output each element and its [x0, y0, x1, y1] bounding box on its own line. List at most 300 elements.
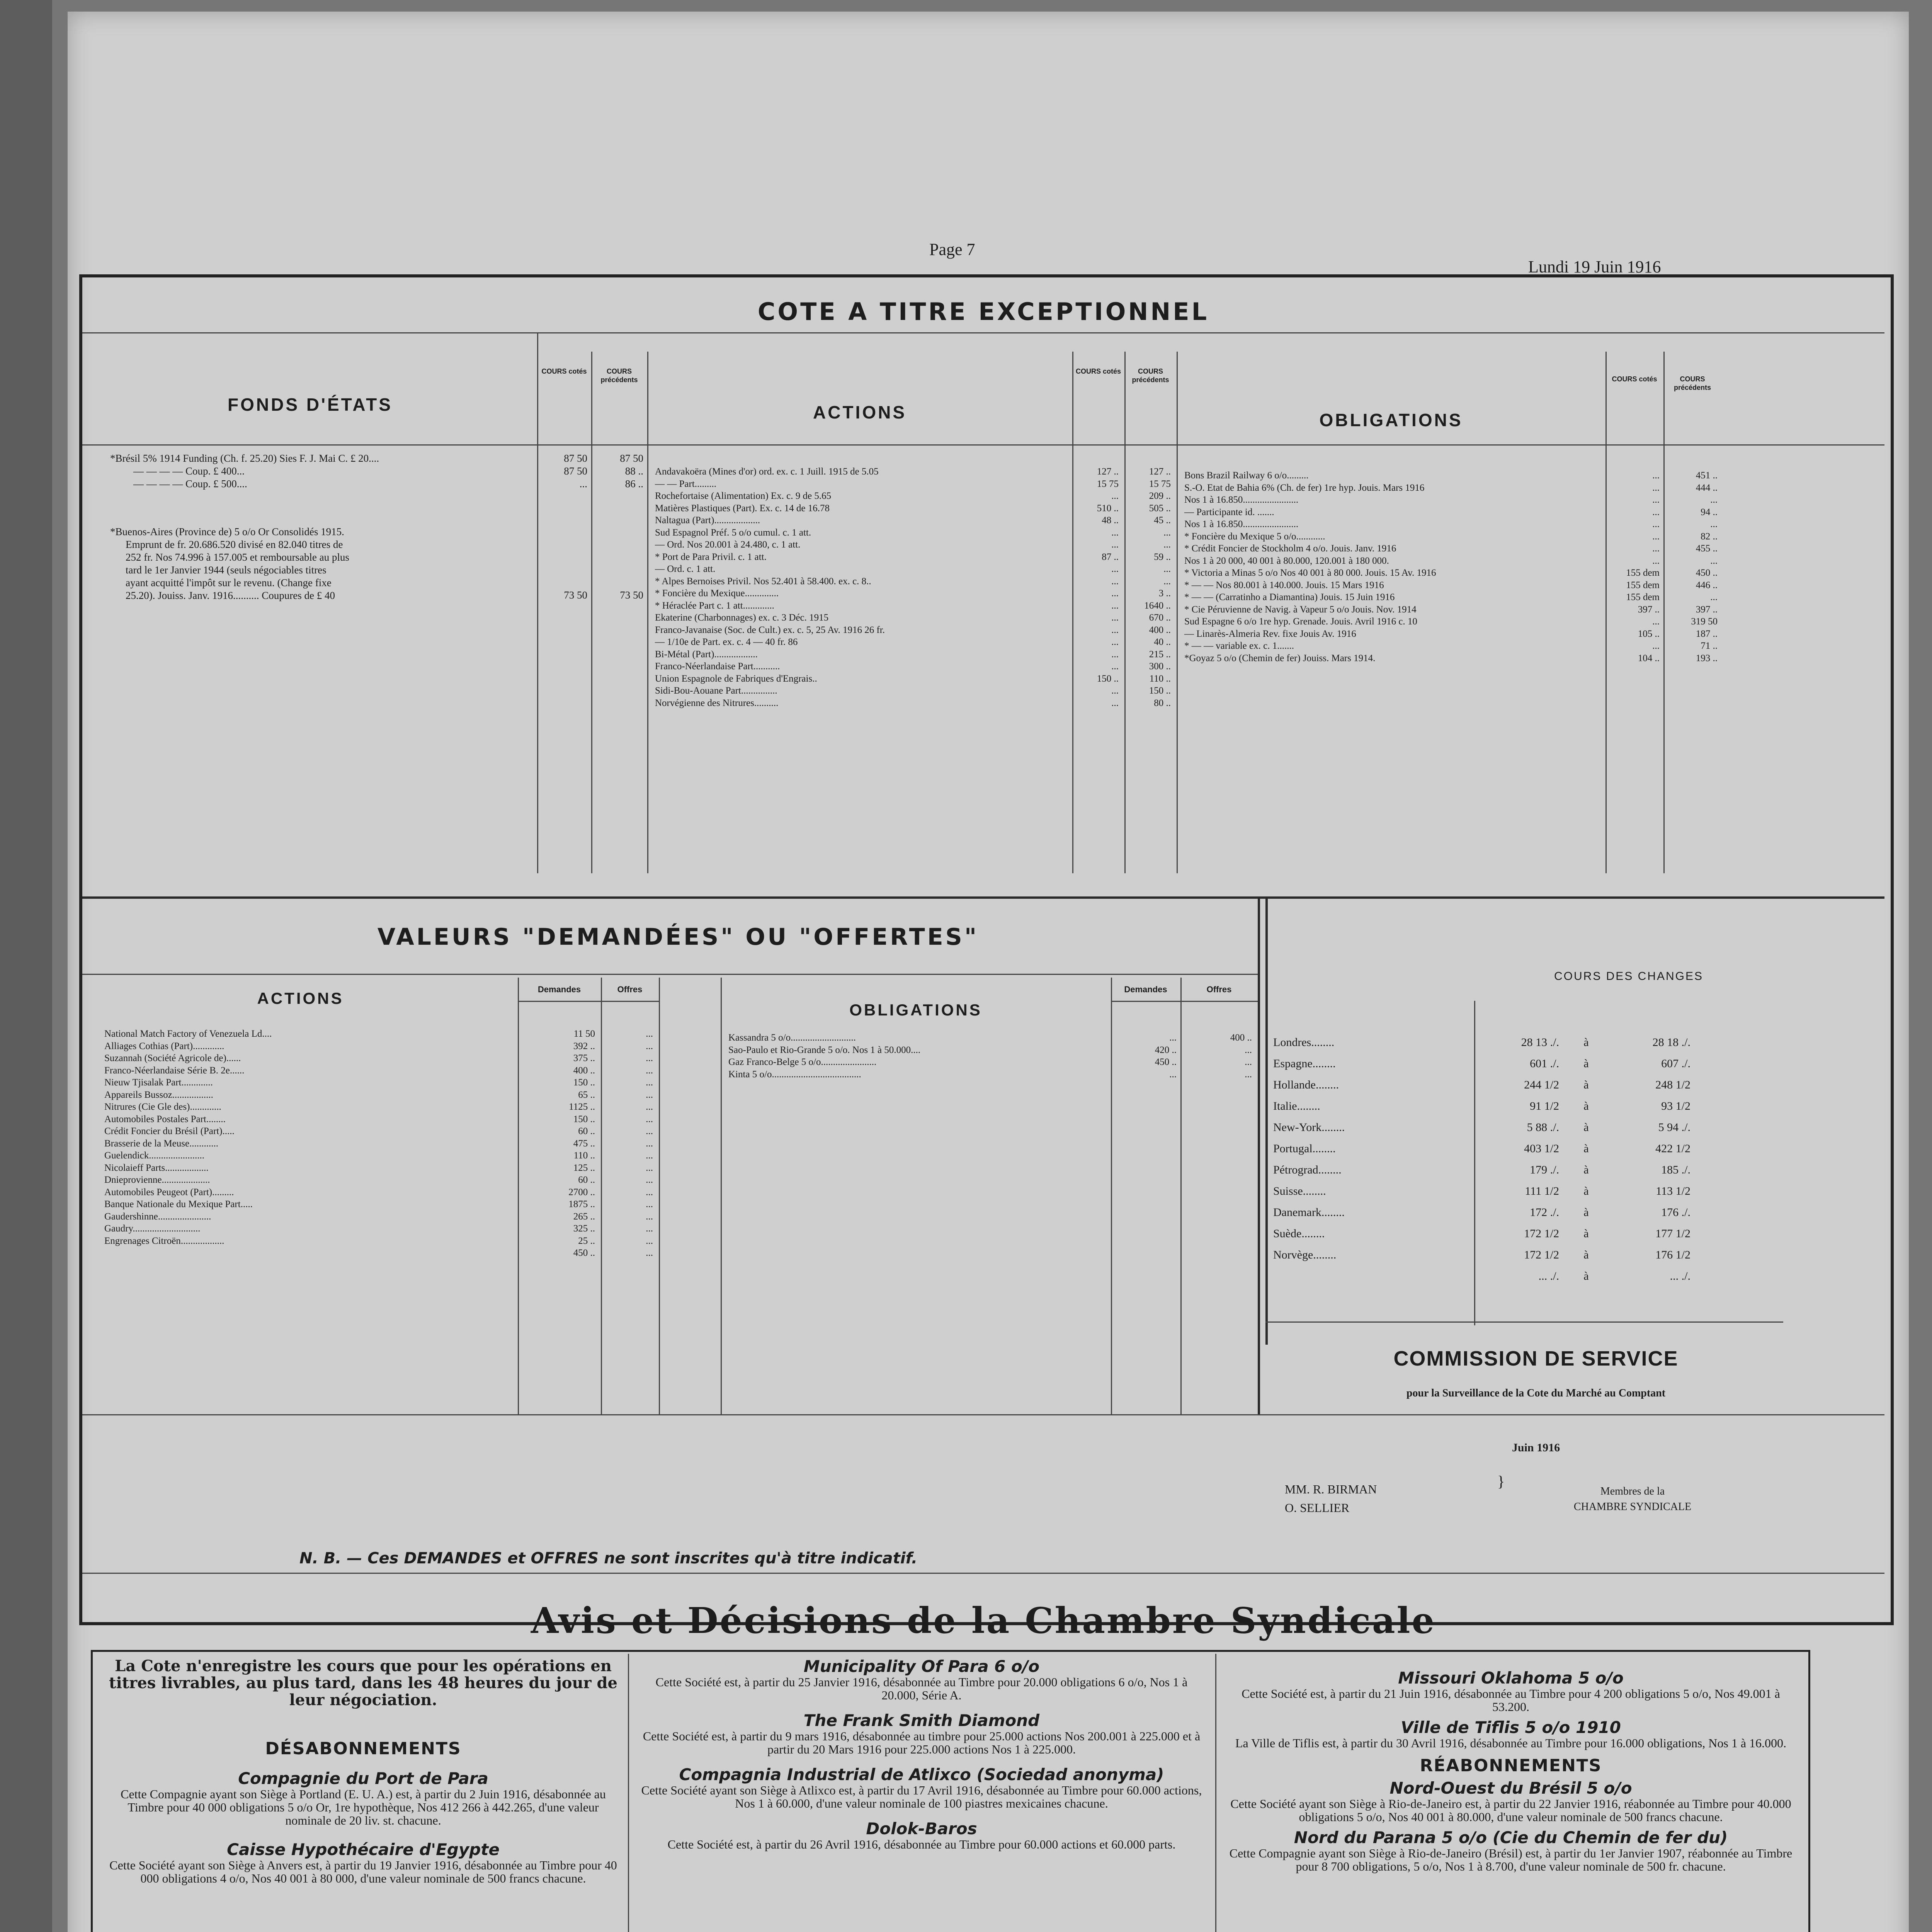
cell: 400 ..: [1149, 624, 1171, 635]
valeurs-obligations-offres: [1184, 1032, 1252, 1080]
cell: ...: [646, 1065, 653, 1076]
cell: 505 ..: [1149, 503, 1171, 514]
action-row: Bi-Métal (Part)..................: [655, 649, 758, 660]
cell: ...: [1652, 507, 1660, 517]
actions-prec: [1126, 466, 1171, 709]
obligation-row: * Victoria a Minas 5 o/o Nos 40 001 à 80 000. Jouis. 15 Av. 1916: [1184, 568, 1436, 578]
cell: 127 ..: [1097, 466, 1119, 477]
cell: ...: [646, 1199, 653, 1209]
cell: 71 ..: [1701, 641, 1718, 651]
cell: ...: [646, 1248, 653, 1258]
change-place: New-York........: [1273, 1121, 1345, 1134]
change-rate-to: 93 1/2: [1661, 1100, 1690, 1112]
change-row: [1273, 1117, 1776, 1138]
cell: 209 ..: [1149, 491, 1171, 501]
change-rate-to: 185 ./.: [1661, 1163, 1690, 1176]
cell: ...: [1710, 555, 1718, 566]
commission-subtitle: pour la Surveillance de la Cote du Marché au Comptant: [1406, 1387, 1666, 1399]
fonds-row: — — — — Coup. £ 500....: [133, 478, 247, 490]
cell: 155 dem: [1626, 568, 1660, 578]
valeurs-note: N. B. — Ces DEMANDES et OFFRES ne sont inscrites qu'à titre indicatif.: [299, 1549, 918, 1567]
desabonnements-title: DÉSABONNEMENTS: [265, 1739, 461, 1759]
change-rate-from: 91 1/2: [1530, 1100, 1559, 1112]
changes-table: [1273, 1032, 1776, 1287]
cell: 455 ..: [1696, 543, 1718, 554]
change-rate-from: 5 88 ./.: [1527, 1121, 1559, 1134]
obligation-row: * — — (Carratinho a Diamantina) Jouis. 15 Juin 1916: [1184, 592, 1395, 602]
col-line: [1180, 978, 1182, 1414]
fonds-row: *Brésil 5% 1914 Funding (Ch. f. 25.20) Sies F. J. Mai C. £ 20....: [110, 452, 379, 464]
action-row: Sud Espagnol Préf. 5 o/o cumul. c. 1 att.: [655, 527, 811, 538]
valeur-row: Franco-Néerlandaise Série B. 2e......: [104, 1065, 245, 1076]
cell: 420 ..: [1155, 1044, 1177, 1055]
rule: [82, 896, 1884, 899]
cell: ...: [1111, 624, 1119, 635]
valeur-row: Crédit Foncier du Brésil (Part).....: [104, 1126, 235, 1136]
change-row: [1273, 1223, 1776, 1244]
cell: ...: [1111, 612, 1119, 623]
notice-heading: Ville de Tiflis 5 o/o 1910: [1401, 1718, 1621, 1737]
cell: 670 ..: [1149, 612, 1171, 623]
valeurs-actions-list: [104, 1028, 516, 1247]
action-row: * Foncière du Mexique..............: [655, 588, 779, 599]
cell: 25 ..: [578, 1235, 595, 1246]
cell: 446 ..: [1696, 580, 1718, 590]
cell: 392 ..: [573, 1041, 595, 1051]
change-rate-from: 172 1/2: [1524, 1248, 1559, 1261]
col-line: [1111, 978, 1112, 1414]
notice-text: Cette Société ayant son Siège à Atlixco est, à partir du 17 Avril 1916, désabonnée au Timbre pour 60.000 actions, Nos 1 à 60.000, d'une valeur nominale de 100 piastres mexicaines chacune.: [641, 1783, 1202, 1810]
cell: ...: [1111, 527, 1119, 538]
cell: 105 ..: [1638, 628, 1660, 639]
cell: 15 75: [1097, 478, 1119, 489]
cell: ...: [1111, 649, 1119, 660]
action-row: Matières Plastiques (Part). Ex. c. 14 de 16.78: [655, 503, 830, 514]
cell: 400 ..: [1230, 1032, 1252, 1043]
change-rate-from: 172 1/2: [1524, 1227, 1559, 1240]
text-line: Emprunt de fr. 20.686.520 divisé en 82.040 titres de: [126, 539, 343, 550]
col-line: [1258, 896, 1260, 1414]
valeurs-actions-offres: [605, 1028, 653, 1259]
obligation-row: Nos 1 à 16.850.......................: [1184, 519, 1299, 529]
text-line: *Buenos-Aires (Province de) 5 o/o Or Consolidés 1915.: [110, 526, 344, 537]
col-demandes: Demandes: [537, 985, 581, 994]
action-row: Andavakoëra (Mines d'or) ord. ex. c. 1 Juill. 1915 de 5.05: [655, 466, 879, 477]
obligation-row: — Participante id. .......: [1184, 507, 1274, 517]
notice-text: Cette Société est, à partir du 21 Juin 1916, désabonnée au Timbre pour 4 200 obligations 5 o/o, Nos 49.001 à 53.200.: [1242, 1687, 1780, 1714]
cell: 450 ..: [1696, 568, 1718, 578]
valeur-row: Gaudershinne......................: [104, 1211, 211, 1222]
action-row: * Port de Para Privil. c. 1 att.: [655, 551, 767, 562]
cell: 451 ..: [1696, 470, 1718, 481]
cell: 87 50: [564, 452, 587, 464]
change-rate-from: 28 13 ./.: [1521, 1036, 1559, 1049]
change-rate-to: 176 ./.: [1661, 1206, 1690, 1219]
notice-heading: Caisse Hypothécaire d'Egypte: [227, 1840, 500, 1859]
cell: 444 ..: [1696, 482, 1718, 493]
change-row: [1273, 1202, 1776, 1223]
cell: 300 ..: [1149, 661, 1171, 672]
cell: ...: [1111, 685, 1119, 696]
col-offres: Offres: [1206, 985, 1232, 994]
action-row: Union Espagnole de Fabriques d'Engrais..: [655, 673, 817, 684]
col-line: [659, 978, 660, 1414]
change-rate-from: 172 ./.: [1530, 1206, 1559, 1219]
cell: 215 ..: [1149, 649, 1171, 660]
obligations-list: [1184, 469, 1604, 664]
cell: ...: [1710, 592, 1718, 602]
cell: 450 ..: [1155, 1057, 1177, 1067]
action-row: Franco-Javanaise (Soc. de Cult.) ex. c. 5, 25 Av. 1916 26 fr.: [655, 624, 885, 635]
valeur-row: Automobiles Postales Part........: [104, 1114, 226, 1124]
cell: 150 ..: [573, 1114, 595, 1124]
commission-title: COMMISSION DE SERVICE: [1393, 1347, 1679, 1370]
col-line: [601, 978, 602, 1414]
cell: 193 ..: [1696, 653, 1718, 663]
valeurs-obligations-list: [728, 1032, 1109, 1080]
notice-heading: The Frank Smith Diamond: [803, 1711, 1040, 1730]
cell: 87 50: [620, 452, 643, 464]
changes-heading: COURS DES CHANGES: [1554, 970, 1704, 983]
obligation-row: Bons Brazil Railway 6 o/o.........: [1184, 470, 1309, 481]
valeurs-actions-heading: ACTIONS: [257, 989, 344, 1007]
notice-text: Cette Compagnie ayant son Siège à Rio-de-Janeiro (Brésil) est, à partir du 1er Janvier 1907, réabonnée au Timbre pour 8 700 obligations, 5 o/o, Nos 1 à 8.700, d'une valeur nominale de 500 fr. chacune.: [1229, 1846, 1793, 1873]
cote-title: COTE A TITRE EXCEPTIONNEL: [757, 298, 1209, 326]
cell: ...: [1111, 637, 1119, 647]
cell: 1640 ..: [1144, 600, 1171, 611]
rule: [82, 444, 1884, 446]
change-row: [1273, 1138, 1776, 1159]
change-place: Norvège........: [1273, 1248, 1337, 1261]
valeur-row: Banque Nationale du Mexique Part.....: [104, 1199, 253, 1209]
col-line: [1605, 352, 1607, 873]
valeur-row: Nicolaieff Parts..................: [104, 1162, 209, 1173]
obligation-row: S.-O. Etat de Bahia 6% (Ch. de fer) 1re hyp. Jouis. Mars 1916: [1184, 482, 1425, 493]
cell: 155 dem: [1626, 592, 1660, 602]
fonds-cours: [541, 452, 587, 490]
change-rate-to: 422 1/2: [1655, 1142, 1690, 1155]
fonds-list: [110, 452, 535, 490]
obligation-row: — Linarès-Almeria Rev. fixe Jouis Av. 1916: [1184, 628, 1356, 639]
notice-heading: Municipality Of Para 6 o/o: [803, 1657, 1040, 1676]
valeurs-actions-demandes: [522, 1028, 595, 1259]
rule: [82, 1414, 1884, 1415]
cell: ...: [646, 1029, 653, 1039]
notice-heading: Compagnia Industrial de Atlixco (Sociedad anonyma): [679, 1765, 1164, 1784]
cell: ...: [1652, 482, 1660, 493]
col-demandes: Demandes: [1124, 985, 1167, 994]
fonds-heading: FONDS D'ÉTATS: [228, 395, 393, 415]
newspaper-page: [68, 12, 1909, 1932]
cell: ...: [1710, 495, 1718, 505]
obligation-row: Nos 1 à 20 000, 40 001 à 80.000, 120.001 à 180 000.: [1184, 555, 1389, 566]
obligations-col-cours: COURS cotés: [1612, 375, 1657, 383]
cell: ...: [646, 1211, 653, 1222]
change-rate-from: ... ./.: [1538, 1270, 1559, 1282]
obligation-row: Sud Espagne 6 o/o 1re hyp. Grenade. Jouis. Avril 1916 c. 10: [1184, 616, 1417, 627]
buenos-aires-text: [110, 526, 535, 602]
cell: 150 ..: [1097, 673, 1119, 684]
cell: 110 ..: [573, 1150, 595, 1161]
notice-heading: Missouri Oklahoma 5 o/o: [1398, 1668, 1624, 1687]
change-row: [1273, 1032, 1776, 1053]
col-line: [647, 352, 648, 873]
change-sep: à: [1583, 1078, 1589, 1091]
cell: 65 ..: [578, 1089, 595, 1100]
buenos-prec: 73 50: [620, 589, 643, 601]
obligation-row: * — — variable ex. c. 1.......: [1184, 641, 1294, 651]
cell: ...: [1111, 697, 1119, 708]
valeur-row: Appareils Bussoz.................: [104, 1089, 213, 1100]
change-place: Londres........: [1273, 1036, 1335, 1049]
text-line: 25.20). Jouiss. Janv. 1916.......... Coupures de £ 40: [126, 590, 335, 601]
cell: ...: [1169, 1032, 1177, 1043]
cell: ...: [1163, 564, 1171, 574]
obligation-row: * — — Nos 80.001 à 140.000. Jouis. 15 Mars 1916: [1184, 580, 1384, 590]
cell: ...: [646, 1114, 653, 1124]
commission-members: Membres de la CHAMBRE SYNDICALE: [1573, 1485, 1692, 1513]
valeurs-obligations-demandes: [1115, 1032, 1177, 1080]
valeur-row: Suzannah (Société Agricole de)......: [104, 1053, 241, 1063]
cell: ...: [1169, 1069, 1177, 1080]
reabonnements-title: RÉABONNEMENTS: [1420, 1756, 1602, 1776]
cell: ...: [1111, 661, 1119, 672]
obligations-prec: [1667, 469, 1718, 664]
action-row: — Ord. Nos 20.001 à 24.480, c. 1 att.: [655, 539, 801, 550]
cell: ...: [1245, 1069, 1252, 1080]
notice-heading: Dolok-Baros: [866, 1819, 977, 1838]
avis-title: Avis et Décisions de la Chambre Syndicale: [531, 1600, 1436, 1641]
change-rate-from: 244 1/2: [1524, 1078, 1559, 1091]
action-row: Sidi-Bou-Aouane Part...............: [655, 685, 777, 696]
avis-col3: [1223, 1669, 1799, 1873]
cell: ...: [646, 1077, 653, 1088]
obligation-row: * Cie Péruvienne de Navig. à Vapeur 5 o/o Jouis. Nov. 1914: [1184, 604, 1417, 615]
cell: ...: [646, 1053, 653, 1063]
valeurs-title: VALEURS "DEMANDÉES" OU "OFFERTES": [377, 923, 979, 951]
cell: ...: [1652, 543, 1660, 554]
action-row: * Alpes Bernoises Privil. Nos 52.401 à 58.400. ex. c. 8..: [655, 576, 871, 587]
cell: 86 ..: [625, 478, 643, 490]
change-row: [1273, 1053, 1776, 1074]
obligation-row: *Goyaz 5 o/o (Chemin de fer) Jouiss. Mars 1914.: [1184, 653, 1376, 663]
fonds-col-cours: COURS cotés: [541, 367, 587, 375]
buenos-cours: 73 50: [564, 589, 587, 601]
cell: ...: [1111, 588, 1119, 599]
notice-text: Cette Société ayant son Siège à Anvers est, à partir du 19 Janvier 1916, désabonnée au Timbre pour 40 000 obligations 4 o/o, Nos 40 001 à 80 000, d'une valeur nominale de 500 francs chacune.: [109, 1858, 617, 1885]
cell: 127 ..: [1149, 466, 1171, 477]
fonds-prec: [595, 452, 643, 490]
obligation-row: * Foncière du Mexique 5 o/o............: [1184, 531, 1325, 542]
cell: 125 ..: [573, 1162, 595, 1173]
cell: ...: [1111, 491, 1119, 501]
cell: ...: [1163, 539, 1171, 550]
notice-heading: Nord du Parana 5 o/o (Cie du Chemin de fer du): [1294, 1828, 1728, 1847]
cell: 155 dem: [1626, 580, 1660, 590]
cell: 375 ..: [573, 1053, 595, 1063]
change-sep: à: [1583, 1206, 1589, 1219]
cell: 45 ..: [1154, 515, 1171, 526]
cell: 450 ..: [573, 1248, 595, 1258]
cell: 60 ..: [578, 1126, 595, 1136]
valeur-row: Sao-Paulo et Rio-Grande 5 o/o. Nos 1 à 50.000....: [728, 1044, 921, 1055]
cell: ...: [1245, 1057, 1252, 1067]
cell: ...: [646, 1162, 653, 1173]
action-row: Franco-Néerlandaise Part...........: [655, 661, 780, 672]
cell: 15 75: [1149, 478, 1171, 489]
cell: ...: [1652, 641, 1660, 651]
text-line: tard le 1er Janvier 1944 (seuls négociables titres: [126, 564, 327, 576]
col-line: [1265, 896, 1268, 1345]
change-sep: à: [1583, 1142, 1589, 1155]
commission-month: Juin 1916: [1512, 1441, 1560, 1454]
page-date: Lundi 19 Juin 1916: [1528, 257, 1661, 276]
cell: ...: [1111, 576, 1119, 587]
obligation-row: Nos 1 à 16.850.......................: [1184, 495, 1299, 505]
valeur-row: Gaudry............................: [104, 1223, 201, 1234]
cell: ...: [1163, 527, 1171, 538]
cell: 319 50: [1691, 616, 1718, 627]
valeur-row: Kassandra 5 o/o...........................: [728, 1032, 856, 1043]
cell: 400 ..: [573, 1065, 595, 1076]
change-place: Hollande........: [1273, 1078, 1339, 1091]
change-sep: à: [1583, 1057, 1589, 1070]
cell: ...: [646, 1175, 653, 1185]
cell: ...: [646, 1102, 653, 1112]
cell: 150 ..: [573, 1077, 595, 1088]
action-row: Ekaterine (Charbonnages) ex. c. 3 Déc. 1915: [655, 612, 829, 623]
avis-col1: [104, 1770, 622, 1885]
change-sep: à: [1583, 1121, 1589, 1134]
cell: 397 ..: [1638, 604, 1660, 615]
avis-col2: [636, 1658, 1208, 1851]
action-row: — Ord. c. 1 att.: [655, 564, 716, 574]
cell: ...: [646, 1089, 653, 1100]
cell: ...: [1163, 576, 1171, 587]
commission-names: MM. R. BIRMAN O. SELLIER: [1285, 1482, 1377, 1515]
avis-intro: La Cote n'enregistre les cours que pour les opérations en titres livrables, au plus tard, dans les 48 heures du jour de leur négociation.: [109, 1657, 617, 1709]
cell: ...: [1652, 470, 1660, 481]
col-line: [628, 1654, 629, 1932]
valeur-row: Nieuw Tjisalak Part.............: [104, 1077, 213, 1088]
change-place: [1273, 1265, 1474, 1287]
cell: ...: [1652, 519, 1660, 529]
col-line: [537, 332, 538, 873]
notice-heading: Nord-Ouest du Brésil 5 o/o: [1389, 1779, 1632, 1798]
change-sep: à: [1583, 1100, 1589, 1112]
cell: 94 ..: [1701, 507, 1718, 517]
cell: ...: [646, 1223, 653, 1234]
change-place: Danemark........: [1273, 1206, 1345, 1219]
cell: 48 ..: [1102, 515, 1119, 526]
obligation-row: * Crédit Foncier de Stockholm 4 o/o. Jouis. Janv. 1916: [1184, 543, 1396, 554]
change-rate-from: 111 1/2: [1525, 1185, 1559, 1197]
change-place: Espagne........: [1273, 1057, 1336, 1070]
change-place: Portugal........: [1273, 1142, 1336, 1155]
action-row: Naltagua (Part)...................: [655, 515, 760, 526]
notice-text: Cette Société est, à partir du 26 Avril 1916, désabonnée au Timbre pour 60.000 actions et 60.000 parts.: [667, 1837, 1176, 1851]
fonds-col-prec: COURS précédents: [600, 367, 638, 384]
cell: 11 50: [573, 1029, 595, 1039]
action-row: * Héraclée Part c. 1 att.............: [655, 600, 774, 611]
cell: 3 ..: [1158, 588, 1171, 599]
change-rate-to: ... ./.: [1670, 1270, 1690, 1282]
valeur-row: Dnieprovienne....................: [104, 1175, 210, 1185]
cell: ...: [646, 1235, 653, 1246]
cell: ...: [1111, 564, 1119, 574]
rule: [1111, 1001, 1258, 1002]
action-row: Rochefortaise (Alimentation) Ex. c. 9 de 5.65: [655, 491, 832, 501]
valeur-row: Engrenages Citroën..................: [104, 1235, 224, 1246]
cell: 87 50: [564, 465, 587, 477]
change-sep: à: [1583, 1248, 1589, 1261]
valeur-row: Alliages Cothias (Part).............: [104, 1041, 224, 1051]
text-line: ayant acquitté l'impôt sur le revenu. (Change fixe: [126, 577, 332, 588]
col-line: [1124, 352, 1126, 873]
change-rate-to: 28 18 ./.: [1652, 1036, 1690, 1049]
action-row: Norvégienne des Nitrures..........: [655, 697, 779, 708]
change-sep: à: [1583, 1227, 1589, 1240]
change-sep: à: [1583, 1270, 1589, 1282]
cell: ...: [1111, 539, 1119, 550]
rule: [82, 1573, 1884, 1574]
notice-heading: Compagnie du Port de Para: [238, 1769, 488, 1788]
col-offres: Offres: [617, 985, 643, 994]
cell: 475 ..: [573, 1138, 595, 1149]
change-row: [1273, 1265, 1776, 1287]
cell: 40 ..: [1154, 637, 1171, 647]
cell: 87 ..: [1102, 551, 1119, 562]
cell: ...: [579, 478, 587, 490]
actions-col-prec: COURS précédents: [1132, 367, 1169, 384]
rule: [82, 332, 1884, 333]
change-rate-from: 179 ./.: [1530, 1163, 1559, 1176]
valeur-row: Guelendick.......................: [104, 1150, 204, 1161]
change-sep: à: [1583, 1185, 1589, 1197]
actions-list: [655, 466, 1070, 709]
notice-text: La Ville de Tiflis est, à partir du 30 Avril 1916, désabonnée au Timbre pour 16.000 obligations, Nos 1 à 16.000.: [1235, 1736, 1787, 1750]
text-line: 252 fr. Nos 74.996 à 157.005 et remboursable au plus: [126, 551, 349, 563]
change-row: [1273, 1180, 1776, 1202]
change-rate-from: 601 ./.: [1530, 1057, 1559, 1070]
cell: ...: [1652, 495, 1660, 505]
cell: ...: [646, 1138, 653, 1149]
cell: ...: [1245, 1044, 1252, 1055]
cell: 397 ..: [1696, 604, 1718, 615]
rule: [82, 974, 1258, 975]
action-row: — 1/10e de Part. ex. c. 4 — 40 fr. 86: [655, 637, 798, 647]
obligations-col-prec: COURS précédents: [1673, 375, 1711, 391]
valeur-row: Nitrures (Cie Gle des).............: [104, 1102, 221, 1112]
change-place: Suisse........: [1273, 1185, 1326, 1197]
change-sep: à: [1583, 1163, 1589, 1176]
cell: 2700 ..: [568, 1187, 595, 1197]
change-rate-to: 5 94 ./.: [1658, 1121, 1690, 1134]
change-place: Pétrograd........: [1273, 1163, 1342, 1176]
valeur-row: National Match Factory of Venezuela Ld....: [104, 1029, 272, 1039]
valeur-row: Kinta 5 o/o.....................................: [728, 1069, 861, 1080]
change-rate-to: 248 1/2: [1655, 1078, 1690, 1091]
cell: ...: [1111, 600, 1119, 611]
notice-text: Cette Société est, à partir du 9 mars 1916, désabonnée au timbre pour 25.000 actions Nos 200.001 à 225.000 et à partir du 20 Mars 1916 pour 225.000 actions Nos 1 à 225.000.: [643, 1729, 1201, 1756]
rule: [518, 1001, 659, 1002]
cell: 88 ..: [625, 465, 643, 477]
actions-col-cours: COURS cotés: [1075, 367, 1121, 375]
cell: 150 ..: [1149, 685, 1171, 696]
valeurs-obligations-heading: OBLIGATIONS: [849, 1001, 982, 1019]
cell: 187 ..: [1696, 628, 1718, 639]
cell: 60 ..: [578, 1175, 595, 1185]
